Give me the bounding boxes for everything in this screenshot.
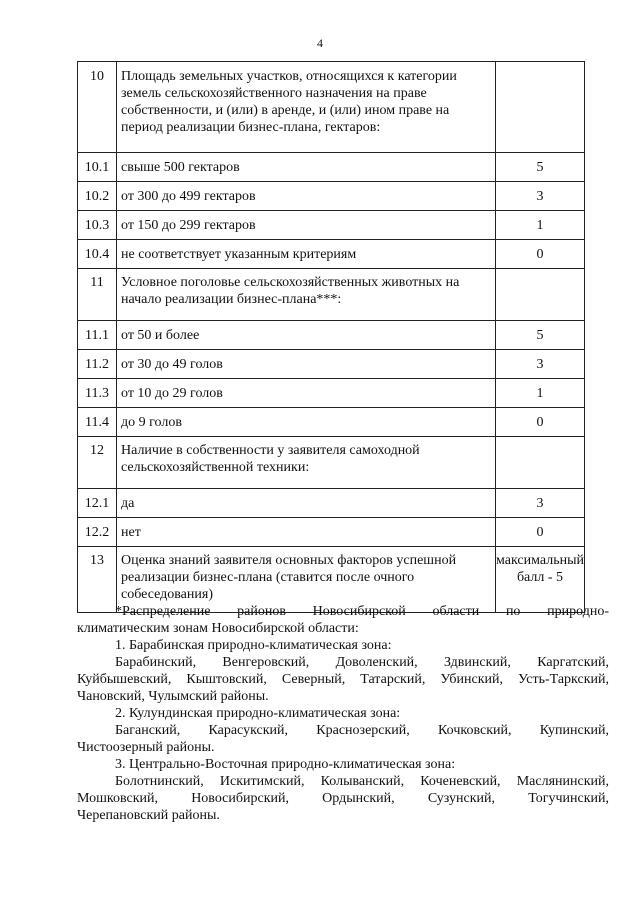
- criterion-description: нет: [117, 518, 496, 547]
- page-number: 4: [317, 36, 323, 50]
- criterion-number: 12.2: [78, 518, 117, 547]
- criterion-number: 10.2: [78, 182, 117, 211]
- criterion-score: 3: [496, 489, 585, 518]
- criterion-description: Оценка знаний заявителя основных факторов успешной реализации бизнес-плана (ставится после очного собеседования): [117, 547, 496, 613]
- zone-2-title: 2. Кулундинская природно-климатическая зона:: [115, 706, 401, 721]
- criterion-number: 11.2: [78, 350, 117, 379]
- table-row: [78, 437, 585, 489]
- table-row: [78, 408, 585, 437]
- criterion-description: Наличие в собственности у заявителя самоходной сельскохозяйственной техники:: [117, 437, 496, 489]
- criterion-description: Условное поголовье сельскохозяйственных животных на начало реализации бизнес-плана***:: [117, 269, 496, 321]
- table-row: [78, 62, 585, 153]
- criterion-score: 0: [496, 240, 585, 269]
- criterion-description: от 300 до 499 гектаров: [117, 182, 496, 211]
- criterion-score: [496, 62, 585, 153]
- zone-1-line-3: Чановский, Чулымский районы.: [77, 689, 269, 704]
- criterion-number: 13: [78, 547, 117, 613]
- criterion-score: максимальный балл - 5: [496, 547, 585, 613]
- table-row: [78, 269, 585, 321]
- zone-3-line-2: Мошковский, Новосибирский, Ордынский, Сузунский, Тогучинский,: [77, 791, 609, 806]
- criterion-number: 12.1: [78, 489, 117, 518]
- criterion-score: 5: [496, 321, 585, 350]
- criteria-table: [77, 61, 585, 613]
- criterion-number: 11.4: [78, 408, 117, 437]
- zone-1-line-1: Барабинский, Венгеровский, Доволенский, Здвинский, Каргатский,: [115, 655, 609, 670]
- criterion-score: [496, 437, 585, 489]
- criterion-score: [496, 269, 585, 321]
- criterion-description: свыше 500 гектаров: [117, 153, 496, 182]
- criterion-score: 3: [496, 182, 585, 211]
- criterion-score: 1: [496, 379, 585, 408]
- table-row: [78, 182, 585, 211]
- table-row: [78, 518, 585, 547]
- table-row: [78, 240, 585, 269]
- footnote-intro-line-2: климатическим зонам Новосибирской области:: [77, 621, 359, 636]
- criterion-description: от 30 до 49 голов: [117, 350, 496, 379]
- table-row: [78, 350, 585, 379]
- criterion-score: 1: [496, 211, 585, 240]
- zone-1-line-2: Куйбышевский, Кыштовский, Северный, Татарский, Убинский, Усть-Таркский,: [77, 672, 609, 687]
- table-row: [78, 321, 585, 350]
- zone-1: [77, 637, 609, 705]
- table-row: [78, 379, 585, 408]
- criterion-number: 10.3: [78, 211, 117, 240]
- zone-2-line-2: Чистоозерный районы.: [77, 740, 215, 755]
- zone-3-line-1: Болотнинский, Искитимский, Колыванский, Коченевский, Маслянинский,: [115, 774, 609, 789]
- criterion-description: Площадь земельных участков, относящихся к категории земель сельскохозяйственного назначения на праве собственности, и (или) в аренде, и (или) ином праве на период реализации бизнес-плана, гектаров:: [117, 62, 496, 153]
- criterion-number: 11.1: [78, 321, 117, 350]
- zone-2-line-1: Баганский, Карасукский, Краснозерский, Кочковский, Купинский,: [115, 723, 609, 738]
- zone-2: [77, 705, 609, 756]
- criterion-number: 11.3: [78, 379, 117, 408]
- table-row: [78, 211, 585, 240]
- table-row: [78, 153, 585, 182]
- criterion-number: 12: [78, 437, 117, 489]
- criterion-description: от 10 до 29 голов: [117, 379, 496, 408]
- criterion-description: от 150 до 299 гектаров: [117, 211, 496, 240]
- table-row: [78, 489, 585, 518]
- criterion-number: 11: [78, 269, 117, 321]
- zone-1-title: 1. Барабинская природно-климатическая зона:: [115, 638, 392, 653]
- criterion-number: 10: [78, 62, 117, 153]
- criterion-score: 0: [496, 518, 585, 547]
- zone-3-title: 3. Центрально-Восточная природно-климатическая зона:: [115, 757, 456, 772]
- footnote-intro: [77, 603, 609, 637]
- zone-3: [77, 756, 609, 824]
- criterion-description: до 9 голов: [117, 408, 496, 437]
- criterion-score: 0: [496, 408, 585, 437]
- criterion-score: 5: [496, 153, 585, 182]
- criterion-number: 10.1: [78, 153, 117, 182]
- criterion-description: от 50 и более: [117, 321, 496, 350]
- footnote-intro-line-1: *Распределение районов Новосибирской области по природно-: [115, 604, 609, 619]
- criterion-number: 10.4: [78, 240, 117, 269]
- zone-3-line-3: Черепановский районы.: [77, 808, 220, 823]
- criterion-score: 3: [496, 350, 585, 379]
- criterion-description: да: [117, 489, 496, 518]
- criterion-description: не соответствует указанным критериям: [117, 240, 496, 269]
